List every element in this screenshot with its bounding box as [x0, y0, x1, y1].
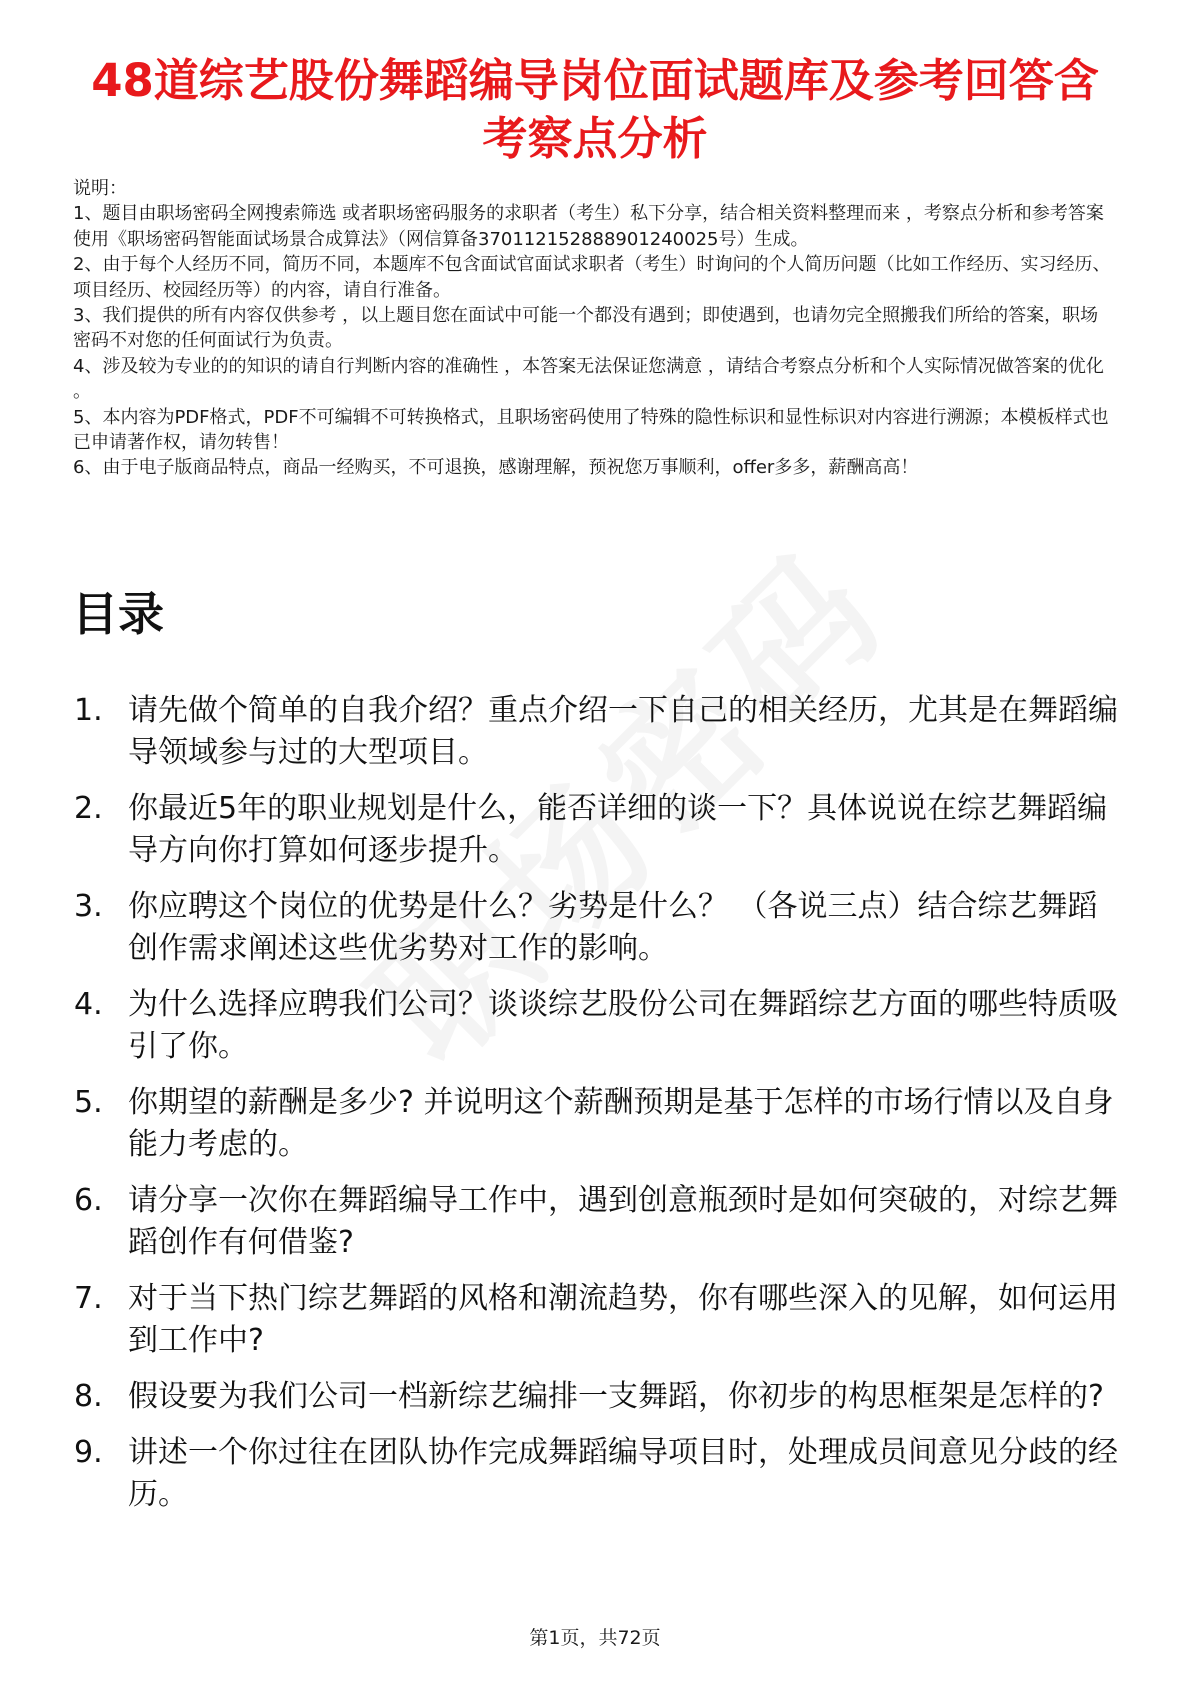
- toc-item-number: 7.: [74, 1281, 103, 1316]
- page-footer: 第1页，共72页: [529, 1627, 661, 1649]
- toc-item[interactable]: [72, 1432, 1122, 1516]
- toc-item[interactable]: [72, 690, 1122, 774]
- toc-item-number: 6.: [74, 1183, 103, 1218]
- toc-item[interactable]: [72, 886, 1122, 970]
- toc-item[interactable]: [72, 984, 1122, 1068]
- toc-item-text: 假设要为我们公司一档新综艺编排一支舞蹈，你初步的构思框架是怎样的?: [128, 1379, 1104, 1414]
- notes-heading: 说明：: [73, 178, 127, 199]
- toc-item[interactable]: [72, 1180, 1122, 1264]
- toc-item-number: 2.: [74, 791, 103, 826]
- toc-item[interactable]: [72, 1278, 1122, 1362]
- toc-item[interactable]: [72, 1376, 1122, 1418]
- toc-item-text: 你期望的薪酬是多少? 并说明这个薪酬预期是基于怎样的市场行情以及自身能力考虑的。: [128, 1085, 1114, 1162]
- notes-section: [73, 176, 1113, 481]
- note-item: 6、由于电子版商品特点，商品一经购买，不可退换，感谢理解，预祝您万事顺利，offer多多，薪酬高高！: [73, 457, 919, 479]
- toc-item-number: 8.: [74, 1379, 103, 1414]
- toc-item-text: 讲述一个你过往在团队协作完成舞蹈编导项目时，处理成员间意见分歧的经历。: [128, 1435, 1118, 1512]
- toc-item-number: 4.: [74, 987, 103, 1022]
- toc-item-text: 为什么选择应聘我们公司？谈谈综艺股份公司在舞蹈综艺方面的哪些特质吸引了你。: [128, 987, 1118, 1064]
- note-item: 5、本内容为PDF格式，PDF不可编辑不可转换格式，且职场密码使用了特殊的隐性标识和显性标识对内容进行溯源；本模板样式也已申请著作权，请勿转售！: [73, 406, 1109, 454]
- toc-heading: 目录: [72, 587, 164, 641]
- toc-list: [72, 690, 1122, 1530]
- note-item: 1、题目由职场密码全网搜索筛选 或者职场密码服务的求职者（考生）私下分享，结合相关资料整理而来 ，考察点分析和参考答案使用《职场密码智能面试场景合成算法》（网信算备370112152888901240025号）生成。: [73, 203, 1104, 250]
- toc-item-text: 对于当下热门综艺舞蹈的风格和潮流趋势，你有哪些深入的见解，如何运用到工作中?: [128, 1281, 1118, 1358]
- toc-item-text: 请先做个简单的自我介绍？重点介绍一下自己的相关经历，尤其是在舞蹈编导领域参与过的大型项目。: [128, 693, 1118, 770]
- toc-item-number: 3.: [74, 889, 103, 924]
- toc-item-text: 你应聘这个岗位的优势是什么？劣势是什么？ （各说三点）结合综艺舞蹈创作需求阐述这些优劣势对工作的影响。: [128, 889, 1098, 966]
- toc-item-text: 你最近5年的职业规划是什么，能否详细的谈一下？具体说说在综艺舞蹈编导方向你打算如何逐步提升。: [128, 791, 1108, 868]
- toc-item[interactable]: [72, 1082, 1122, 1166]
- note-item: 4、涉及较为专业的的知识的请自行判断内容的准确性 ，本答案无法保证您满意 ，请结合考察点分析和个人实际情况做答案的优化 。: [73, 355, 1104, 403]
- toc-item-text: 请分享一次你在舞蹈编导工作中，遇到创意瓶颈时是如何突破的，对综艺舞蹈创作有何借鉴?: [128, 1183, 1118, 1260]
- toc-item[interactable]: [72, 788, 1122, 872]
- note-item: 2、由于每个人经历不同，简历不同，本题库不包含面试官面试求职者（考生）时询问的个人简历问题（比如工作经历、实习经历、项目经历、校园经历等）的内容，请自行准备。: [73, 254, 1111, 301]
- note-item: 3、我们提供的所有内容仅供参考 ，以上题目您在面试中可能一个都没有遇到；即使遇到，也请勿完全照搬我们所给的答案，职场密码不对您的任何面试行为负责。: [73, 305, 1099, 352]
- toc-item-number: 1.: [74, 693, 103, 728]
- document-title: 48道综艺股份舞蹈编导岗位面试题库及参考回答含考察点分析: [91, 54, 1099, 165]
- toc-item-number: 9.: [74, 1435, 103, 1470]
- toc-item-number: 5.: [74, 1085, 103, 1120]
